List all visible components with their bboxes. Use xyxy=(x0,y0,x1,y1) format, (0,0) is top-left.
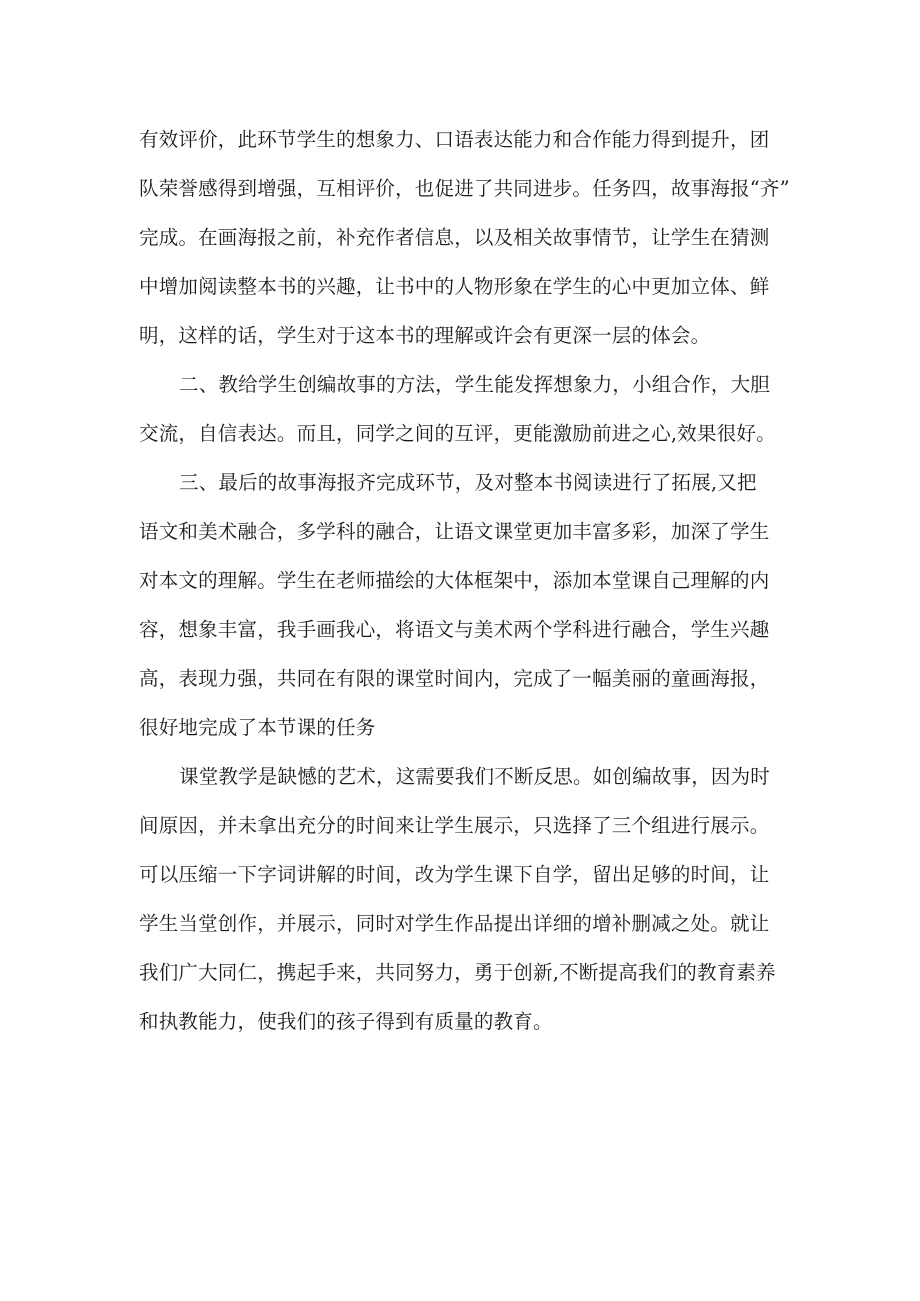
paragraph-line: 交流，自信表达。而且，同学之间的互评，更能激励前进之心,效果很好。 xyxy=(139,422,776,445)
paragraph-line: 语文和美术融合，多学科的融合，让语文课堂更加丰富多彩，加深了学生 xyxy=(139,520,770,543)
paragraph-line: 明，这样的话，学生对于这本书的理解或许会有更深一层的体会。 xyxy=(139,324,711,347)
paragraph-line: 和执教能力，使我们的孩子得到有质量的教育。 xyxy=(139,1010,553,1033)
paragraph-line: 容，想象丰富，我手画我心，将语文与美术两个学科进行融合，学生兴趣 xyxy=(139,618,770,641)
paragraph-line: 间原因，并未拿出充分的时间来让学生展示，只选择了三个组进行展示。 xyxy=(139,814,770,837)
paragraph-line: 对本文的理解。学生在老师描绘的大体框架中，添加本堂课自己理解的内 xyxy=(139,569,770,592)
paragraph-line: 队荣誉感得到增强，互相评价，也促进了共同进步。任务四，故事海报“齐” xyxy=(139,177,790,200)
paragraph-line: 二、教给学生创编故事的方法，学生能发挥想象力，小组合作，大胆 xyxy=(179,373,771,396)
paragraph-line: 我们广大同仁，携起手来，共同努力，勇于创新,不断提高我们的教育素养 xyxy=(139,961,776,984)
paragraph-line: 很好地完成了本节课的任务 xyxy=(139,716,376,739)
paragraph-line: 三、最后的故事海报齐完成环节，及对整本书阅读进行了拓展,又把 xyxy=(179,471,757,494)
paragraph-line: 完成。在画海报之前，补充作者信息，以及相关故事情节，让学生在猜测 xyxy=(139,226,770,249)
paragraph-line: 中增加阅读整本书的兴趣，让书中的人物形象在学生的心中更加立体、鲜 xyxy=(139,275,770,298)
paragraph-line: 高，表现力强，共同在有限的课堂时间内，完成了一幅美丽的童画海报， xyxy=(139,667,770,690)
paragraph-line: 可以压缩一下字词讲解的时间，改为学生课下自学，留出足够的时间，让 xyxy=(139,863,770,886)
document-body xyxy=(139,115,799,1046)
paragraph-line: 学生当堂创作，并展示，同时对学生作品提出详细的增补删减之处。就让 xyxy=(139,912,770,935)
paragraph-line: 有效评价，此环节学生的想象力、口语表达能力和合作能力得到提升，团 xyxy=(139,128,770,151)
paragraph-line: 课堂教学是缺憾的艺术，这需要我们不断反思。如创编故事，因为时 xyxy=(179,765,771,788)
